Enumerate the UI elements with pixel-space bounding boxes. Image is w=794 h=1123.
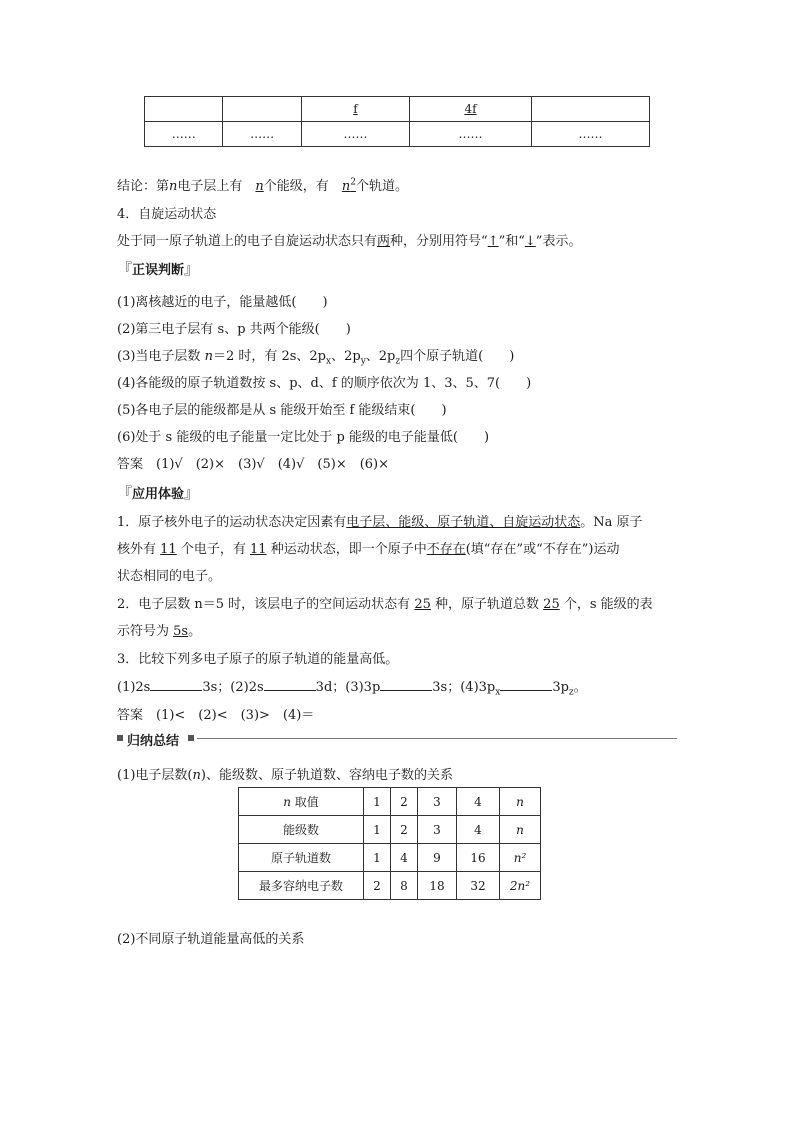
answer-blank[interactable] <box>150 678 202 691</box>
fill-blank: $n^2$ <box>341 177 356 194</box>
table-cell: 3 <box>418 816 457 844</box>
spin-text: 处于同一原子轨道上的电子自旋运动状态只有两种，分别用符号“↑”和“↓”表示。 <box>117 234 582 249</box>
fill-blank: 25 <box>543 597 560 612</box>
judge-item: (5)各电子层的能级都是从 s 能级开始至 f 能级结束( ) <box>117 403 447 418</box>
question-1-line-3: 状态相同的电子。 <box>117 569 222 584</box>
fill-blank: 不存在 <box>426 542 466 557</box>
apply-answer: 答案 (1)< (2)< (3)> (4)＝ <box>117 708 315 723</box>
summary-header <box>117 731 677 747</box>
table-cell <box>410 97 532 122</box>
answer-blank[interactable] <box>500 678 552 691</box>
judge-item: (6)处于 s 能级的电子能量一定比处于 p 能级的电子能量低( ) <box>117 430 490 445</box>
fill-blank: 25 <box>414 597 431 612</box>
table-cell: …… <box>410 122 532 147</box>
table-cell: …… <box>301 122 409 147</box>
fill-blank: n <box>255 179 264 194</box>
question-1-line-1: 1．原子核外电子的运动状态决定因素有电子层、能级、原子轨道、自旋运动状态。Na 原子 <box>117 515 643 530</box>
answer-blank[interactable] <box>264 678 316 691</box>
table-header-cell: 1 <box>364 788 391 816</box>
summary-title: 归纳总结 <box>127 734 180 749</box>
summary-item-2: (2)不同原子轨道能量高低的关系 <box>117 932 305 947</box>
table-row <box>239 872 541 900</box>
question-2-line-1: 2．电子层数 n＝5 时，该层电子的空间运动状态有 25 种，原子轨道总数 25 个，s 能级的表 <box>117 597 653 612</box>
table-cell: …… <box>531 122 649 147</box>
relation-table <box>238 787 541 900</box>
table-header-cell: 2 <box>391 788 418 816</box>
table-cell <box>223 97 301 122</box>
table-cell: …… <box>223 122 301 147</box>
judge-answer: 答案 (1)√ (2)× (3)√ (4)√ (5)× (6)× <box>117 457 390 472</box>
fill-blank: 5s <box>173 624 189 639</box>
question-1-line-2: 核外有 11 个电子，有 11 种运动状态，即一个原子中不存在(填“存在”或“不存在”)运动 <box>117 542 620 557</box>
table-cell: 能级数 <box>239 816 364 844</box>
summary-item-1: (1)电子层数(n)、能级数、原子轨道数、容纳电子数的关系 <box>117 768 453 783</box>
judge-item: (2)第三电子层有 s、p 共两个能级( ) <box>117 322 351 337</box>
fill-blank: 电子层、能级、原子轨道、自旋运动状态 <box>346 515 581 530</box>
judge-item: (1)离核越近的电子，能量越低( ) <box>117 295 328 310</box>
section-heading: 4．自旋运动状态 <box>117 207 217 222</box>
judge-item: (4)各能级的原子轨道数按 s、p、d、f 的顺序依次为 1、3、5、7( ) <box>117 376 532 391</box>
table-row <box>145 97 650 122</box>
table-header-cell: n <box>500 788 541 816</box>
answer-blank[interactable] <box>380 678 432 691</box>
apply-title: 『应用体验』 <box>117 484 200 502</box>
orbital-table-fragment <box>144 96 650 147</box>
divider <box>197 738 677 739</box>
table-header-cell: 3 <box>418 788 457 816</box>
table-cell: 8 <box>391 872 418 900</box>
table-cell: 1 <box>364 844 391 872</box>
fill-blank: 11 <box>160 542 177 557</box>
table-cell <box>531 97 649 122</box>
down-arrow-icon: ↓ <box>524 234 536 249</box>
table-row <box>239 788 541 816</box>
table-cell: 18 <box>418 872 457 900</box>
question-3-items: (1)2s 3s；(2)2s 3d；(3)3p 3s；$(4)3p_x$ $3p_z$。 <box>117 680 587 698</box>
table-row <box>145 122 650 147</box>
question-2-line-2: 示符号为 5s。 <box>117 624 202 639</box>
table-header-cell: 4 <box>457 788 500 816</box>
fill-blank: 11 <box>250 542 267 557</box>
table-cell: …… <box>145 122 223 147</box>
table-cell: 32 <box>457 872 500 900</box>
judge-item: (3)当电子层数 n＝2 时，有 2s、$2p_x$、$2p_y$、$2p_z$四个原子轨道( ) <box>117 349 515 367</box>
fill-blank: 两 <box>377 234 391 249</box>
table-cell <box>301 97 409 122</box>
table-cell: n <box>500 816 541 844</box>
table-cell: 原子轨道数 <box>239 844 364 872</box>
table-cell: n² <box>500 844 541 872</box>
table-cell: 2 <box>391 816 418 844</box>
table-cell: 2 <box>364 872 391 900</box>
table-row <box>239 816 541 844</box>
table-cell: 9 <box>418 844 457 872</box>
table-cell: 1 <box>364 816 391 844</box>
table-cell: 2n² <box>500 872 541 900</box>
table-cell: 4 <box>457 816 500 844</box>
table-cell: 16 <box>457 844 500 872</box>
table-cell: 最多容纳电子数 <box>239 872 364 900</box>
fill-blank-4f: 4f <box>464 102 477 116</box>
question-3: 3．比较下列多电子原子的原子轨道的能量高低。 <box>117 652 399 667</box>
conclusion-line: 结论：第n电子层上有 n个能级，有 $n^2$个轨道。 <box>117 177 408 194</box>
judge-title: 『正误判断』 <box>117 260 200 278</box>
table-cell <box>145 97 223 122</box>
up-arrow-icon: ↑ <box>487 234 499 249</box>
table-row <box>239 844 541 872</box>
bullet-square-icon <box>188 735 194 741</box>
table-header-cell: n 取值 <box>239 788 364 816</box>
bullet-square-icon <box>117 735 123 741</box>
table-cell: 4 <box>391 844 418 872</box>
fill-blank-f: f <box>353 102 358 116</box>
